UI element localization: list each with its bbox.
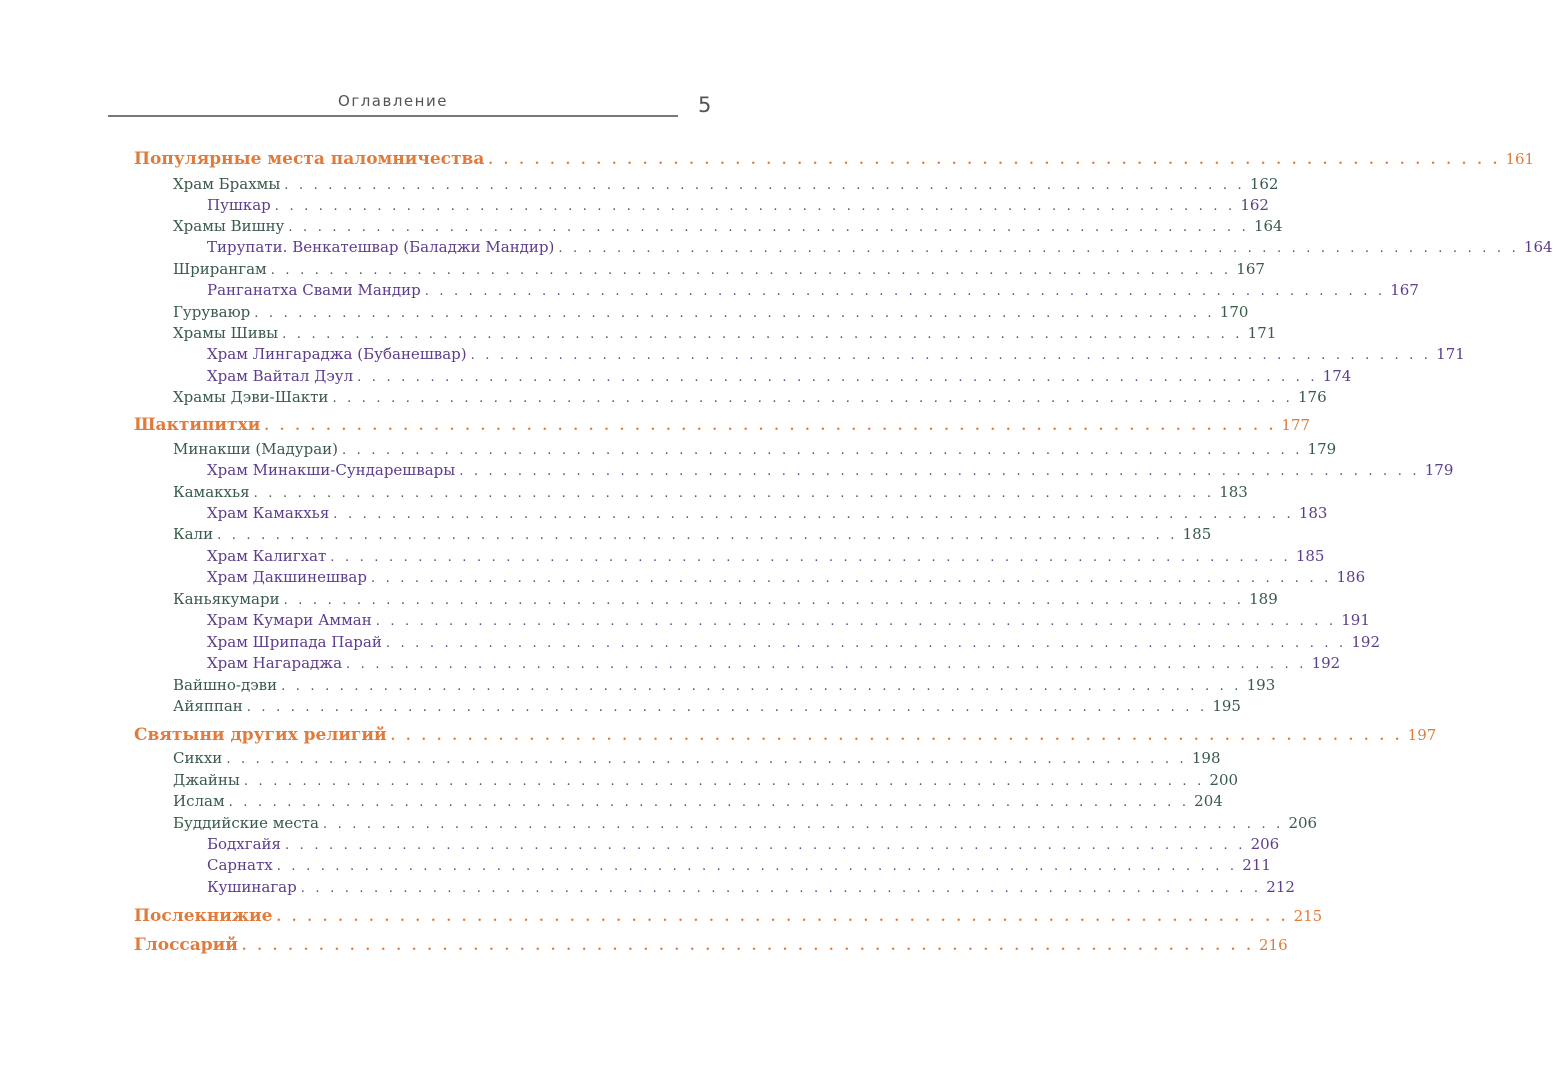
dot-leader: . . . . . . . . . . . . . . . . . . . . . . . . . . . . . . . . . . . . . . . . . . . . . . . . . . . . . . . . . . . . . . . . . . <box>281 679 1242 694</box>
toc-chapter-entry[interactable] <box>0 217 1283 235</box>
toc-entry-page-number: 211 <box>1242 856 1271 874</box>
toc-entry-page-number: 185 <box>1182 525 1212 543</box>
dot-leader: . . . . . . . . . . . . . . . . . . . . . . . . . . . . . . . . . . . . . . . . . . . . . . . . . . . . . . . . . . . . . . . . . . <box>558 241 1519 256</box>
toc-section-entry[interactable] <box>0 906 1323 926</box>
toc-entry-page-number: 200 <box>1209 771 1239 789</box>
toc-entry-page-number: 191 <box>1341 611 1370 629</box>
dot-leader: . . . . . . . . . . . . . . . . . . . . . . . . . . . . . . . . . . . . . . . . . . . . . . . . . . . . . . . . . . . . . . . . . . <box>283 593 1245 608</box>
toc-chapter-entry[interactable] <box>0 792 1223 810</box>
toc-entry-label: Святыни других религий <box>134 725 387 745</box>
dot-leader: . . . . . . . . . . . . . . . . . . . . . . . . . . . . . . . . . . . . . . . . . . . . . . . . . . . . . . . . . . . . . . . . . . <box>330 550 1291 565</box>
dot-leader: . . . . . . . . . . . . . . . . . . . . . . . . . . . . . . . . . . . . . . . . . . . . . . . . . . . . . . . . . . . . . . . . . . <box>470 348 1432 363</box>
toc-entry-page-number: 215 <box>1293 907 1323 925</box>
dot-leader: . . . . . . . . . . . . . . . . . . . . . . . . . . . . . . . . . . . . . . . . . . . . . . . . . . . . . . . . . . . . . . . . . . <box>390 729 1403 744</box>
dot-leader: . . . . . . . . . . . . . . . . . . . . . . . . . . . . . . . . . . . . . . . . . . . . . . . . . . . . . . . . . . . . . . . . . . <box>274 199 1236 214</box>
toc-entry-label: Храм Дакшинешвар <box>207 568 367 586</box>
toc-subchapter-entry[interactable] <box>0 504 1328 522</box>
toc-entry-label: Буддийские места <box>173 814 319 832</box>
toc-section-entry[interactable] <box>0 415 1311 435</box>
toc-entry-label: Храмы Вишну <box>173 217 285 235</box>
dot-leader: . . . . . . . . . . . . . . . . . . . . . . . . . . . . . . . . . . . . . . . . . . . . . . . . . . . . . . . . . . . . . . . . . . <box>253 486 1215 501</box>
toc-subchapter-entry[interactable] <box>0 196 1269 214</box>
dot-leader: . . . . . . . . . . . . . . . . . . . . . . . . . . . . . . . . . . . . . . . . . . . . . . . . . . . . . . . . . . . . . . . . . . <box>276 910 1289 925</box>
toc-entry-label: Храм Минакши-Сундарешвары <box>207 461 456 479</box>
toc-entry-page-number: 186 <box>1336 568 1366 586</box>
dot-leader: . . . . . . . . . . . . . . . . . . . . . . . . . . . . . . . . . . . . . . . . . . . . . . . . . . . . . . . . . . . . . . . . . . <box>375 614 1337 629</box>
dot-leader: . . . . . . . . . . . . . . . . . . . . . . . . . . . . . . . . . . . . . . . . . . . . . . . . . . . . . . . . . . . . . . . . . . <box>488 153 1501 168</box>
toc-chapter-entry[interactable] <box>0 175 1279 193</box>
toc-subchapter-entry[interactable] <box>0 461 1454 479</box>
dot-leader: . . . . . . . . . . . . . . . . . . . . . . . . . . . . . . . . . . . . . . . . . . . . . . . . . . . . . . . . . . . . . . . . . . <box>370 571 1332 586</box>
toc-subchapter-entry[interactable] <box>0 856 1271 874</box>
dot-leader: . . . . . . . . . . . . . . . . . . . . . . . . . . . . . . . . . . . . . . . . . . . . . . . . . . . . . . . . . . . . . . . . . . <box>246 700 1208 715</box>
toc-entry-label: Вайшно-дэви <box>173 676 278 694</box>
toc-entry-page-number: 195 <box>1212 697 1241 715</box>
toc-entry-page-number: 179 <box>1424 461 1454 479</box>
toc-entry-page-number: 164 <box>1523 238 1553 256</box>
toc-entry-label: Храм Лингараджа (Бубанешвар) <box>207 345 467 363</box>
toc-chapter-entry[interactable] <box>0 525 1212 543</box>
toc-entry-page-number: 170 <box>1219 303 1249 321</box>
toc-entry-label: Сарнатх <box>207 856 273 874</box>
toc-subchapter-entry[interactable] <box>0 345 1465 363</box>
toc-entry-label: Каньякумари <box>173 590 280 608</box>
toc-entry-page-number: 176 <box>1297 388 1327 406</box>
toc-entry-page-number: 189 <box>1249 590 1278 608</box>
dot-leader: . . . . . . . . . . . . . . . . . . . . . . . . . . . . . . . . . . . . . . . . . . . . . . . . . . . . . . . . . . . . . . . . . . <box>300 881 1262 896</box>
toc-chapter-entry[interactable] <box>0 676 1276 694</box>
dot-leader: . . . . . . . . . . . . . . . . . . . . . . . . . . . . . . . . . . . . . . . . . . . . . . . . . . . . . . . . . . . . . . . . . . <box>385 636 1347 651</box>
dot-leader: . . . . . . . . . . . . . . . . . . . . . . . . . . . . . . . . . . . . . . . . . . . . . . . . . . . . . . . . . . . . . . . . . . <box>346 657 1307 672</box>
toc-chapter-entry[interactable] <box>0 697 1241 715</box>
toc-entry-label: Джайны <box>173 771 240 789</box>
dot-leader: . . . . . . . . . . . . . . . . . . . . . . . . . . . . . . . . . . . . . . . . . . . . . . . . . . . . . . . . . . . . . . . . . . <box>285 838 1246 853</box>
toc-entry-page-number: 183 <box>1298 504 1328 522</box>
toc-entry-page-number: 183 <box>1219 483 1248 501</box>
toc-entry-page-number: 167 <box>1390 281 1419 299</box>
toc-entry-label: Храм Камакхья <box>207 504 330 522</box>
toc-chapter-entry[interactable] <box>0 303 1249 321</box>
toc-entry-page-number: 162 <box>1249 175 1279 193</box>
toc-entry-label: Тирупати. Венкатешвар (Баладжи Мандир) <box>207 238 555 256</box>
dot-leader: . . . . . . . . . . . . . . . . . . . . . . . . . . . . . . . . . . . . . . . . . . . . . . . . . . . . . . . . . . . . . . . . . . <box>217 528 1178 543</box>
toc-entry-label: Храм Брахмы <box>173 175 281 193</box>
toc-entry-label: Шактипитхи <box>134 415 261 435</box>
toc-entry-label: Камакхья <box>173 483 250 501</box>
dot-leader: . . . . . . . . . . . . . . . . . . . . . . . . . . . . . . . . . . . . . . . . . . . . . . . . . . . . . . . . . . . . . . . . . . <box>357 370 1318 385</box>
dot-leader: . . . . . . . . . . . . . . . . . . . . . . . . . . . . . . . . . . . . . . . . . . . . . . . . . . . . . . . . . . . . . . . . . . <box>270 263 1232 278</box>
page-header-title: Оглавление <box>338 92 448 110</box>
dot-leader: . . . . . . . . . . . . . . . . . . . . . . . . . . . . . . . . . . . . . . . . . . . . . . . . . . . . . . . . . . . . . . . . . . <box>226 752 1187 767</box>
toc-entry-label: Храм Шрипада Парай <box>207 633 382 651</box>
toc-entry-label: Гуруваюр <box>173 303 251 321</box>
toc-chapter-entry[interactable] <box>0 590 1278 608</box>
toc-entry-page-number: 161 <box>1505 150 1535 168</box>
dot-leader: . . . . . . . . . . . . . . . . . . . . . . . . . . . . . . . . . . . . . . . . . . . . . . . . . . . . . . . . . . . . . . . . . . <box>241 939 1254 954</box>
toc-chapter-entry[interactable] <box>0 749 1221 767</box>
toc-chapter-entry[interactable] <box>0 260 1265 278</box>
toc-entry-label: Храм Кумари Амман <box>207 611 372 629</box>
toc-entry-page-number: 206 <box>1288 814 1318 832</box>
toc-entry-label: Ислам <box>173 792 225 810</box>
toc-entry-label: Глоссарий <box>134 935 238 955</box>
dot-leader: . . . . . . . . . . . . . . . . . . . . . . . . . . . . . . . . . . . . . . . . . . . . . . . . . . . . . . . . . . . . . . . . . . <box>228 795 1190 810</box>
toc-subchapter-entry[interactable] <box>0 238 1553 256</box>
toc-entry-page-number: 204 <box>1194 792 1223 810</box>
toc-section-entry[interactable] <box>0 725 1437 745</box>
dot-leader: . . . . . . . . . . . . . . . . . . . . . . . . . . . . . . . . . . . . . . . . . . . . . . . . . . . . . . . . . . . . . . . . . . <box>254 306 1215 321</box>
toc-entry-page-number: 198 <box>1191 749 1221 767</box>
dot-leader: . . . . . . . . . . . . . . . . . . . . . . . . . . . . . . . . . . . . . . . . . . . . . . . . . . . . . . . . . . . . . . . . . . <box>284 178 1245 193</box>
dot-leader: . . . . . . . . . . . . . . . . . . . . . . . . . . . . . . . . . . . . . . . . . . . . . . . . . . . . . . . . . . . . . . . . . . <box>332 391 1293 406</box>
dot-leader: . . . . . . . . . . . . . . . . . . . . . . . . . . . . . . . . . . . . . . . . . . . . . . . . . . . . . . . . . . . . . . . . . . <box>342 443 1303 458</box>
toc-subchapter-entry[interactable] <box>0 633 1381 651</box>
toc-entry-page-number: 177 <box>1281 416 1311 434</box>
toc-entry-label: Кали <box>173 525 214 543</box>
toc-entry-label: Шрирангам <box>173 260 267 278</box>
toc-entry-page-number: 197 <box>1407 726 1437 744</box>
dot-leader: . . . . . . . . . . . . . . . . . . . . . . . . . . . . . . . . . . . . . . . . . . . . . . . . . . . . . . . . . . . . . . . . . . <box>459 464 1420 479</box>
toc-entry-page-number: 164 <box>1253 217 1283 235</box>
dot-leader: . . . . . . . . . . . . . . . . . . . . . . . . . . . . . . . . . . . . . . . . . . . . . . . . . . . . . . . . . . . . . . . . . . <box>424 284 1386 299</box>
toc-entry-label: Кушинагар <box>207 878 297 896</box>
dot-leader: . . . . . . . . . . . . . . . . . . . . . . . . . . . . . . . . . . . . . . . . . . . . . . . . . . . . . . . . . . . . . . . . . . <box>333 507 1294 522</box>
toc-entry-page-number: 174 <box>1322 367 1352 385</box>
toc-subchapter-entry[interactable] <box>0 611 1370 629</box>
toc-entry-label: Популярные места паломничества <box>134 149 485 169</box>
toc-entry-page-number: 192 <box>1311 654 1341 672</box>
dot-leader: . . . . . . . . . . . . . . . . . . . . . . . . . . . . . . . . . . . . . . . . . . . . . . . . . . . . . . . . . . . . . . . . . . <box>288 220 1249 235</box>
toc-entry-page-number: 192 <box>1351 633 1381 651</box>
toc-entry-label: Айяппан <box>173 697 243 715</box>
toc-chapter-entry[interactable] <box>0 483 1248 501</box>
dot-leader: . . . . . . . . . . . . . . . . . . . . . . . . . . . . . . . . . . . . . . . . . . . . . . . . . . . . . . . . . . . . . . . . . . <box>264 419 1277 434</box>
toc-subchapter-entry[interactable] <box>0 367 1352 385</box>
toc-entry-page-number: 171 <box>1436 345 1465 363</box>
toc-entry-page-number: 212 <box>1266 878 1295 896</box>
toc-entry-page-number: 171 <box>1247 324 1277 342</box>
toc-chapter-entry[interactable] <box>0 771 1239 789</box>
toc-subchapter-entry[interactable] <box>0 281 1419 299</box>
toc-subchapter-entry[interactable] <box>0 568 1366 586</box>
toc-entry-label: Ранганатха Свами Мандир <box>207 281 421 299</box>
toc-subchapter-entry[interactable] <box>0 878 1295 896</box>
toc-entry-page-number: 167 <box>1236 260 1265 278</box>
header-rule <box>108 115 678 117</box>
toc-entry-label: Послекнижие <box>134 906 273 926</box>
toc-entry-label: Храм Вайтал Дэул <box>207 367 354 385</box>
dot-leader: . . . . . . . . . . . . . . . . . . . . . . . . . . . . . . . . . . . . . . . . . . . . . . . . . . . . . . . . . . . . . . . . . . <box>282 327 1243 342</box>
toc-entry-label: Сикхи <box>173 749 223 767</box>
toc-entry-label: Храм Калигхат <box>207 547 327 565</box>
toc-entry-label: Храмы Дэви-Шакти <box>173 388 329 406</box>
toc-entry-label: Пушкар <box>207 196 271 214</box>
toc-entry-page-number: 193 <box>1246 676 1276 694</box>
toc-entry-page-number: 162 <box>1240 196 1269 214</box>
toc-entry-label: Бодхгайя <box>207 835 282 853</box>
dot-leader: . . . . . . . . . . . . . . . . . . . . . . . . . . . . . . . . . . . . . . . . . . . . . . . . . . . . . . . . . . . . . . . . . . <box>322 817 1284 832</box>
dot-leader: . . . . . . . . . . . . . . . . . . . . . . . . . . . . . . . . . . . . . . . . . . . . . . . . . . . . . . . . . . . . . . . . . . <box>243 774 1205 789</box>
toc-chapter-entry[interactable] <box>0 814 1318 832</box>
toc-entry-label: Храмы Шивы <box>173 324 279 342</box>
toc-subchapter-entry[interactable] <box>0 654 1341 672</box>
toc-subchapter-entry[interactable] <box>0 547 1325 565</box>
page-number: 5 <box>698 93 712 117</box>
toc-entry-page-number: 206 <box>1250 835 1280 853</box>
toc-chapter-entry[interactable] <box>0 388 1327 406</box>
toc-entry-page-number: 179 <box>1307 440 1337 458</box>
toc-entry-label: Минакши (Мадураи) <box>173 440 338 458</box>
toc-entry-label: Храм Нагараджа <box>207 654 343 672</box>
toc-entry-page-number: 216 <box>1258 936 1288 954</box>
toc-section-entry[interactable] <box>0 935 1288 955</box>
toc-chapter-entry[interactable] <box>0 440 1337 458</box>
toc-subchapter-entry[interactable] <box>0 835 1280 853</box>
toc-entry-page-number: 185 <box>1295 547 1325 565</box>
dot-leader: . . . . . . . . . . . . . . . . . . . . . . . . . . . . . . . . . . . . . . . . . . . . . . . . . . . . . . . . . . . . . . . . . . <box>276 859 1238 874</box>
toc-chapter-entry[interactable] <box>0 324 1277 342</box>
toc-section-entry[interactable] <box>0 149 1535 169</box>
